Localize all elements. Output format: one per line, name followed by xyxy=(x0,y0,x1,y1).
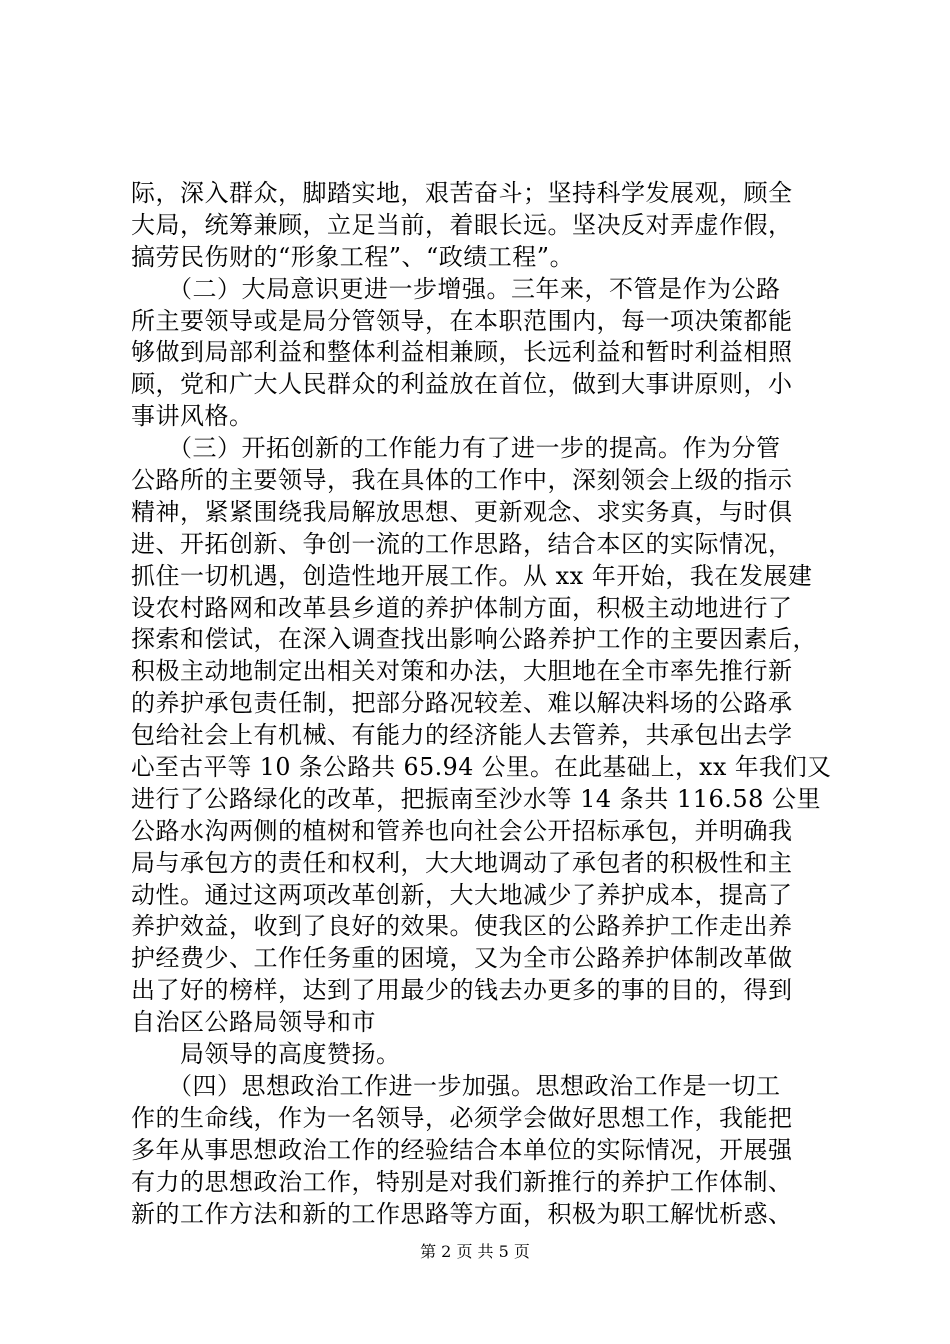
text-line: 搞劳民伤财的“形象工程”、“政绩工程”。 xyxy=(131,242,575,271)
text-line: 自治区公路局领导和市 xyxy=(131,1008,376,1037)
body-text xyxy=(131,178,831,1230)
text-line: 所主要领导或是局分管领导，在本职范围内，每一项决策都能 xyxy=(131,306,793,335)
text-line: 够做到局部利益和整体利益相兼顾，长远利益和暂时利益相照 xyxy=(131,338,793,367)
text-line: 公路所的主要领导，我在具体的工作中，深刻领会上级的指示 xyxy=(131,466,793,495)
text-line: 抓住一切机遇，创造性地开展工作。从 xx 年开始，我在发展建 xyxy=(131,561,813,590)
text-line: 护经费少、工作任务重的困境，又为全市公路养护体制改革做 xyxy=(131,944,793,973)
text-line: 积极主动地制定出相关对策和办法，大胆地在全市率先推行新 xyxy=(131,657,793,686)
text-line: 新的工作方法和新的工作思路等方面，积极为职工解忧析惑、 xyxy=(131,1199,793,1228)
text-line: 作的生命线，作为一名领导，必须学会做好思想工作，我能把 xyxy=(131,1103,793,1132)
text-line: 大局，统筹兼顾，立足当前，着眼长远。坚决反对弄虚作假， xyxy=(131,210,793,239)
text-line: 进、开拓创新、争创一流的工作思路，结合本区的实际情况， xyxy=(131,529,793,558)
text-line: 精神，紧紧围绕我局解放思想、更新观念、求实务真，与时俱 xyxy=(131,497,793,526)
text-line: （二）大局意识更进一步增强。三年来，不管是作为公路 xyxy=(131,274,781,303)
text-line: 的养护承包责任制，把部分路况较差、难以解决料场的公路承 xyxy=(131,689,793,718)
page-footer: 第 2 页 共 5 页 xyxy=(420,1242,530,1261)
text-line: 际，深入群众，脚踏实地，艰苦奋斗；坚持科学发展观，顾全 xyxy=(131,179,793,207)
text-line: 公路水沟两侧的植树和管养也向社会公开招标承包，并明确我 xyxy=(131,816,793,845)
text-line: 多年从事思想政治工作的经验结合本单位的实际情况，开展强 xyxy=(131,1135,793,1164)
text-line: 事讲风格。 xyxy=(131,402,254,431)
text-line: 顾，党和广大人民群众的利益放在首位，做到大事讲原则，小 xyxy=(131,370,793,399)
text-line: 有力的思想政治工作，特别是对我们新推行的养护工作体制、 xyxy=(131,1167,793,1196)
text-line: （四）思想政治工作进一步加强。思想政治工作是一切工 xyxy=(131,1071,781,1100)
text-line: （三）开拓创新的工作能力有了进一步的提高。作为分管 xyxy=(131,434,781,463)
text-line: 动性。通过这两项改革创新，大大地减少了养护成本，提高了 xyxy=(131,880,793,909)
text-line: 心至古平等 10 条公路共 65.94 公里。在此基础上，xx 年我们又 xyxy=(131,753,832,782)
text-line: 局与承包方的责任和权利，大大地调动了承包者的积极性和主 xyxy=(131,848,793,877)
text-line: 养护效益，收到了良好的效果。使我区的公路养护工作走出养 xyxy=(131,912,793,941)
text-line: 进行了公路绿化的改革，把振南至沙水等 14 条共 116.58 公里 xyxy=(131,784,822,813)
text-line: 包给社会上有机械、有能力的经济能人去管养，共承包出去学 xyxy=(131,721,793,750)
text-line: 出了好的榜样，达到了用最少的钱去办更多的事的目的，得到 xyxy=(131,976,793,1005)
text-line: 探索和偿试，在深入调查找出影响公路养护工作的主要因素后， xyxy=(131,625,817,654)
text-line: 局领导的高度赞扬。 xyxy=(131,1040,401,1069)
text-line: 设农村路网和改革县乡道的养护体制方面，积极主动地进行了 xyxy=(131,593,793,622)
